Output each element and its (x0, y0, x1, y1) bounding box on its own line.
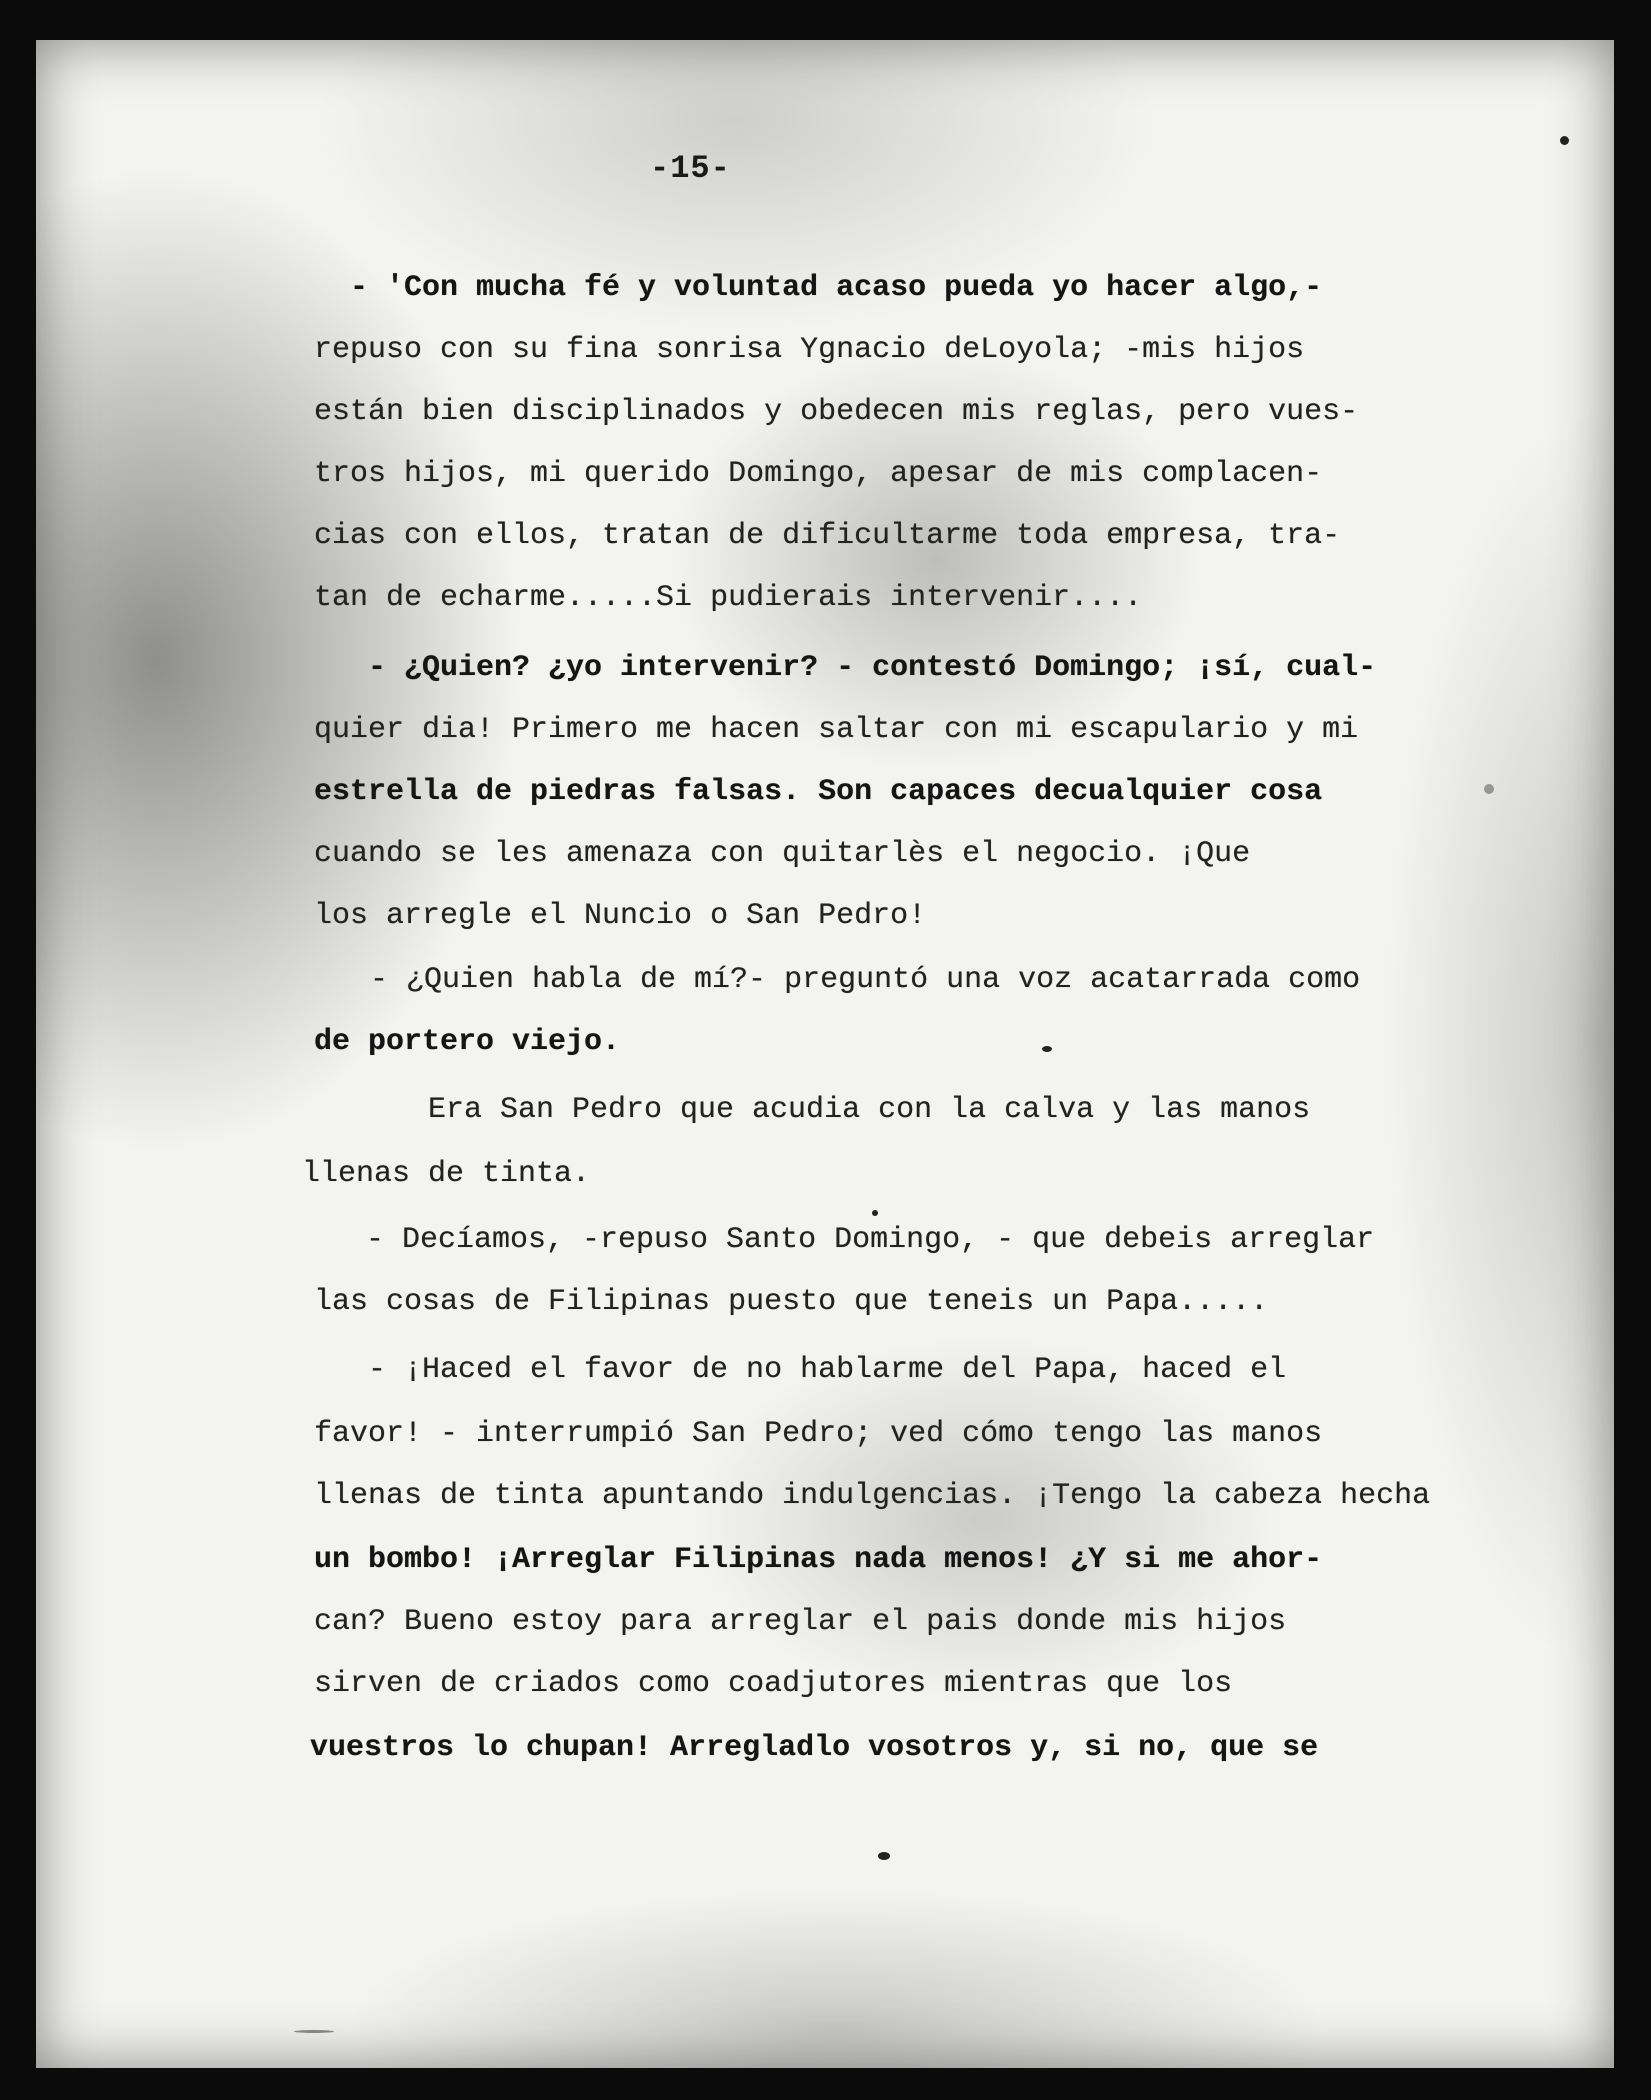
text-line: Era San Pedro que acudia con la calva y las manos (428, 1093, 1311, 1127)
text-line: los arregle el Nuncio o San Pedro! (314, 899, 927, 933)
text-line: - Decíamos, -repuso Santo Domingo, - que debeis arreglar (366, 1223, 1375, 1257)
ink-speck (1042, 1046, 1052, 1052)
text-line: tan de echarme.....Si pudierais intervenir.... (314, 581, 1143, 615)
text-line: de portero viejo. (314, 1025, 621, 1059)
text-line: cias con ellos, tratan de dificultarme toda empresa, tra- (314, 519, 1341, 553)
text-line: quier dia! Primero me hacen saltar con mi escapulario y mi (314, 713, 1359, 747)
text-line: repuso con su fina sonrisa Ygnacio deLoyola; -mis hijos (314, 333, 1305, 367)
text-line: sirven de criados como coadjutores mientras que los (314, 1667, 1233, 1701)
text-line: un bombo! ¡Arreglar Filipinas nada menos! ¿Y si me ahor- (314, 1543, 1323, 1577)
ink-speck (878, 1852, 890, 1860)
text-line: favor! - interrumpió San Pedro; ved cómo tengo las manos (314, 1417, 1323, 1451)
ink-speck (1560, 136, 1569, 145)
text-line: las cosas de Filipinas puesto que teneis un Papa..... (314, 1285, 1269, 1319)
text-line: - ¿Quien habla de mí?- preguntó una voz acatarrada como (370, 963, 1361, 997)
text-line: can? Bueno estoy para arreglar el pais donde mis hijos (314, 1605, 1287, 1639)
text-line: estrella de piedras falsas. Son capaces decualquier cosa (314, 775, 1323, 809)
text-line: llenas de tinta apuntando indulgencias. ¡Tengo la cabeza hecha (314, 1479, 1431, 1513)
text-line: están bien disciplinados y obedecen mis reglas, pero vues- (314, 395, 1359, 429)
page-number: -15- (650, 150, 731, 187)
ink-speck (1484, 784, 1494, 794)
ink-speck (872, 1210, 878, 1216)
text-line: - 'Con mucha fé y voluntad acaso pueda yo hacer algo,- (350, 271, 1323, 305)
text-line: llenas de tinta. (302, 1157, 591, 1191)
text-line: - ¡Haced el favor de no hablarme del Papa, haced el (368, 1353, 1287, 1387)
text-line: tros hijos, mi querido Domingo, apesar de mis complacen- (314, 457, 1323, 491)
text-line: - ¿Quien? ¿yo intervenir? - contestó Domingo; ¡sí, cual- (368, 651, 1377, 685)
text-line: vuestros lo chupan! Arregladlo vosotros y, si no, que se (310, 1731, 1319, 1765)
ink-speck (294, 2030, 334, 2033)
text-line: cuando se les amenaza con quitarlès el negocio. ¡Que (314, 837, 1251, 871)
